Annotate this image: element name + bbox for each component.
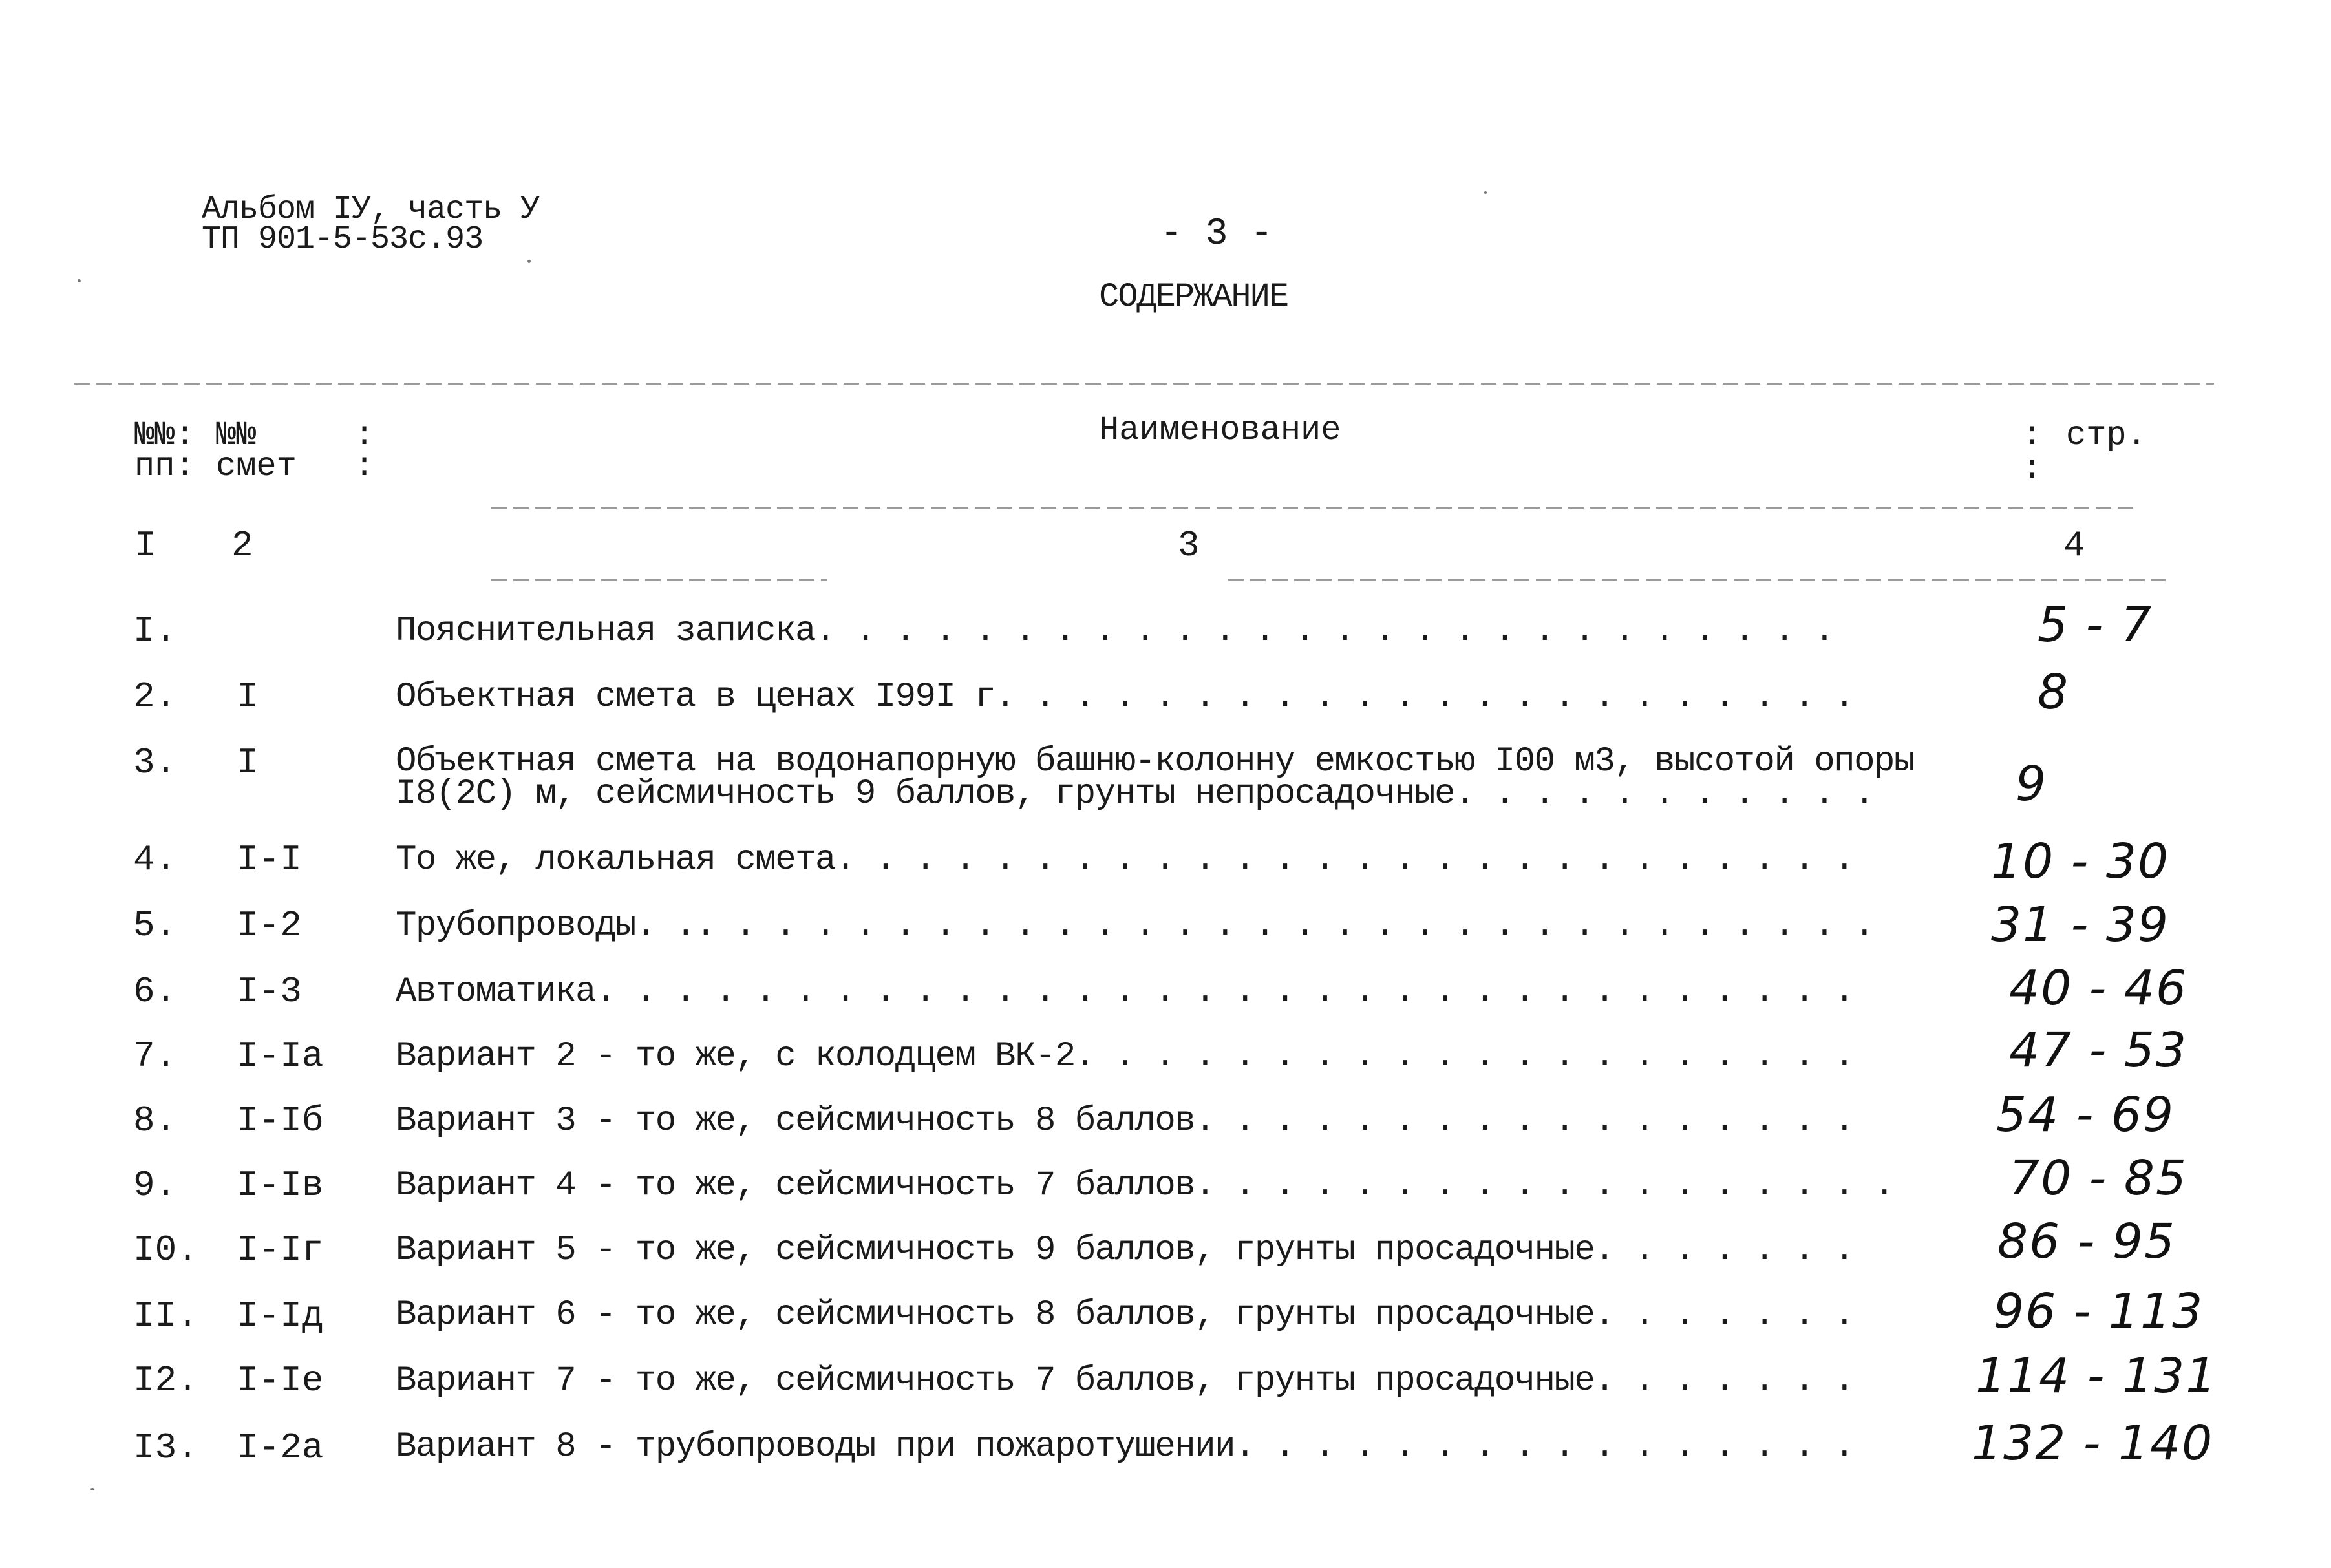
project-code: ТП 901-5-53с.93 [202,221,484,258]
row-pages: 31 - 39 [1991,897,2170,953]
scan-speck [78,279,81,282]
row-number: 8. [133,1100,177,1141]
row-title: Трубопроводы. .. . . . . . . . . . . . . . . . . . . . . . . . . . . . . . [396,906,1874,946]
scan-speck [1484,191,1487,194]
colnum-rule-left [491,579,827,581]
row-pages: 40 - 46 [2009,960,2188,1016]
row-code: I-I [237,839,302,880]
row-title: Вариант 4 - то же, сейсмичность 7 баллов. . . . . . . . . . . . . . . . . . [396,1166,1894,1205]
row-code: I [237,676,259,717]
col-num-label-1: №№: [134,416,195,454]
col-name-label: Наименование [1099,411,1341,449]
col-separator: : [354,416,375,454]
row-number: 5. [133,905,177,946]
col-number-2: 2 [231,525,253,566]
row-title: Вариант 7 - то же, сейсмичность 7 баллов, грунты просадочные. . . . . . . [396,1361,1855,1401]
row-code: I-Iб [237,1100,324,1141]
row-pages: 5 - 7 [2038,597,2153,653]
row-pages: 10 - 30 [1991,834,2170,889]
row-number: I3. [133,1427,198,1468]
row-title: Вариант 6 - то же, сейсмичность 8 баллов, грунты просадочные. . . . . . . [396,1295,1855,1335]
col-number-4: 4 [2063,525,2085,566]
row-code: I-Iе [237,1360,324,1401]
row-number: I2. [133,1360,198,1401]
row-number: I. [133,610,177,652]
row-title: Вариант 2 - то же, с колодцем ВК-2. . . . . . . . . . . . . . . . . . . . [396,1037,1855,1076]
row-pages: 86 - 95 [1997,1214,2177,1269]
row-title: Пояснительная записка. . . . . . . . . . . . . . . . . . . . . . . . . . [396,611,1835,651]
col-num-label-2: пп: [134,447,195,485]
album-label: Альбом IУ, часть У [202,191,540,228]
col-code-label-1: №№ [216,416,257,454]
row-code: I-3 [237,971,302,1012]
row-code: I-2а [237,1427,324,1468]
row-pages: 96 - 113 [1994,1284,2204,1339]
row-pages: 8 [2038,664,2070,720]
row-title-line2: I8(2С) м, сейсмичность 9 баллов, грунты непросадочные. . . . . . . . . . . [396,774,1874,814]
row-pages: 70 - 85 [2009,1150,2188,1206]
col-separator: : [354,447,375,485]
row-code: I-2 [237,905,302,946]
row-number: 7. [133,1035,177,1077]
col-number-3: 3 [1178,525,1200,566]
colnum-rule-right [1228,579,2166,581]
row-code: I-Iв [237,1165,324,1206]
row-title: Вариант 5 - то же, сейсмичность 9 баллов, грунты просадочные. . . . . . . [396,1231,1855,1270]
row-title: Объектная смета в ценах I99I г. . . . . . . . . . . . . . . . . . . . . . [396,677,1855,717]
row-number: 2. [133,676,177,717]
row-pages: 114 - 131 [1975,1348,2218,1404]
row-number: 9. [133,1165,177,1206]
row-code: I-Iг [237,1229,324,1271]
row-title: Вариант 8 - трубопроводы при пожаротушении. . . . . . . . . . . . . . . . [396,1427,1855,1467]
row-number: 6. [133,971,177,1012]
row-number: I0. [133,1229,198,1271]
row-pages: 9 [2016,756,2048,812]
page-title: СОДЕРЖАНИЕ [1099,278,1288,316]
table-top-rule [74,383,2214,385]
col-separator: : [2022,416,2043,454]
row-title: Автоматика. . . . . . . . . . . . . . . . . . . . . . . . . . . . . . . . [396,972,1855,1012]
header-rule [491,507,2140,509]
row-code: I-Iд [237,1295,324,1337]
col-code-label-2: смет [216,447,297,485]
row-code: I-Iа [237,1035,324,1077]
row-title: Объектная смета на водонапорную башню-колонну емкостью I00 м3, высотой опоры [396,742,1914,781]
page-number: - 3 - [1160,213,1273,255]
row-title: Вариант 3 - то же, сейсмичность 8 баллов. . . . . . . . . . . . . . . . . [396,1101,1855,1141]
row-code: I [237,742,259,783]
row-title: То же, локальная смета. . . . . . . . . . . . . . . . . . . . . . . . . . [396,840,1855,880]
col-number-1: I [134,525,156,566]
row-number: 3. [133,742,177,783]
scan-speck [527,260,531,263]
col-page-label: стр. [2066,416,2147,454]
scan-speck [90,1488,94,1490]
row-number: II. [133,1295,198,1337]
row-number: 4. [133,839,177,880]
row-pages: 132 - 140 [1972,1415,2214,1471]
row-pages: 47 - 53 [2009,1022,2188,1078]
row-pages: 54 - 69 [1996,1087,2175,1143]
col-separator: : [2022,450,2043,488]
